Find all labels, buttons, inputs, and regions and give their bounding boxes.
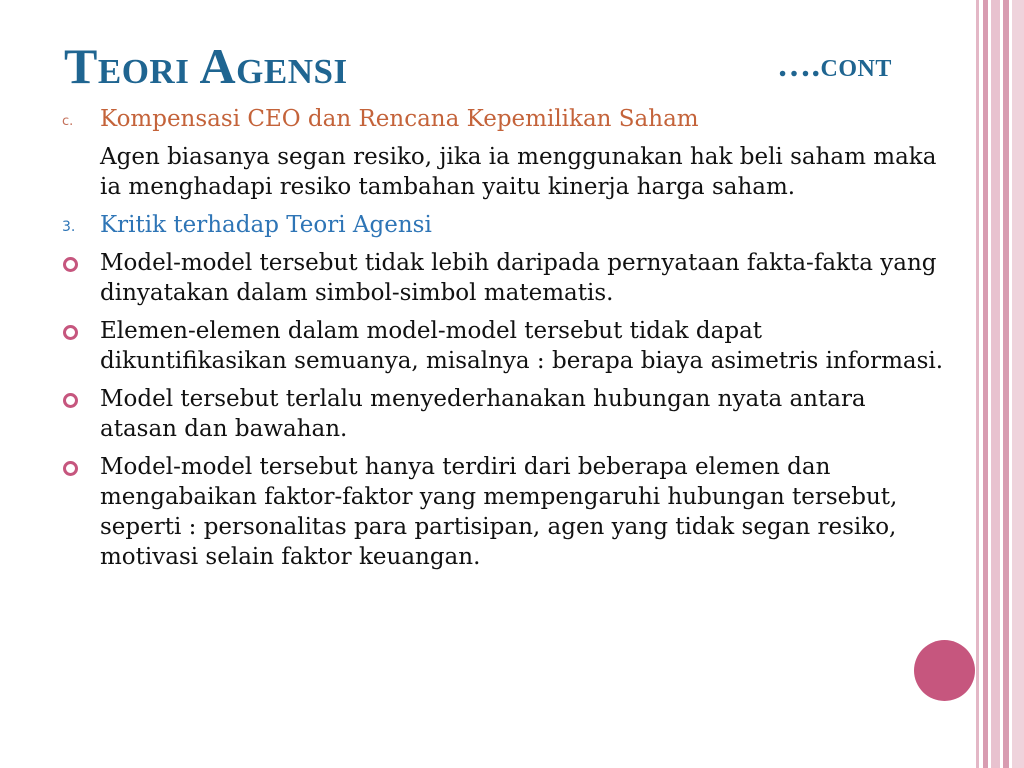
slide-body <box>62 104 947 572</box>
item-number: 3. <box>62 219 76 235</box>
bullet-text: Model-model tersebut tidak lebih daripada pernyataan fakta-fakta yang dinyatakan dalam simbol-simbol matematis. <box>100 250 937 306</box>
title-main: Teori Agensi <box>64 38 348 94</box>
sub-heading-text: Kompensasi CEO dan Rencana Kepemilikan Saham <box>100 106 699 132</box>
decorative-stripe <box>991 0 1000 768</box>
decorative-stripe <box>1003 0 1009 768</box>
bullet-item <box>62 384 947 444</box>
bullet-icon <box>63 461 78 476</box>
title-suffix: ….cont <box>777 47 892 84</box>
bullet-text: Elemen-elemen dalam model-model tersebut tidak dapat dikuntifikasikan semuanya, misalnya : berapa biaya asimetris informasi. <box>100 318 944 374</box>
bullet-text: Model tersebut terlalu menyederhanakan hubungan nyata antara atasan dan bawahan. <box>100 386 866 442</box>
decorative-stripe <box>976 0 979 768</box>
decorative-circle <box>914 640 975 701</box>
numbered-heading-text: Kritik terhadap Teori Agensi <box>100 212 432 238</box>
bullet-icon <box>63 257 78 272</box>
bullet-item <box>62 248 947 308</box>
slide-title <box>64 36 914 96</box>
sub-heading-item <box>62 104 947 134</box>
bullet-text: Model-model tersebut hanya terdiri dari beberapa elemen dan mengabaikan faktor-faktor yang mempengaruhi hubungan tersebut, seperti : personalitas para partisipan, agen yang tidak segan resiko, motivasi selain faktor keuangan. <box>100 454 898 570</box>
bullet-item <box>62 316 947 376</box>
paragraph-item <box>62 142 947 202</box>
decorative-stripe <box>1012 0 1024 768</box>
numbered-heading-item <box>62 210 947 240</box>
paragraph-text: Agen biasanya segan resiko, jika ia menggunakan hak beli saham maka ia menghadapi resiko tambahan yaitu kinerja harga saham. <box>100 144 937 200</box>
item-marker: c. <box>62 114 74 129</box>
bullet-icon <box>63 393 78 408</box>
decorative-stripe <box>983 0 988 768</box>
bullet-icon <box>63 325 78 340</box>
bullet-item <box>62 452 947 572</box>
